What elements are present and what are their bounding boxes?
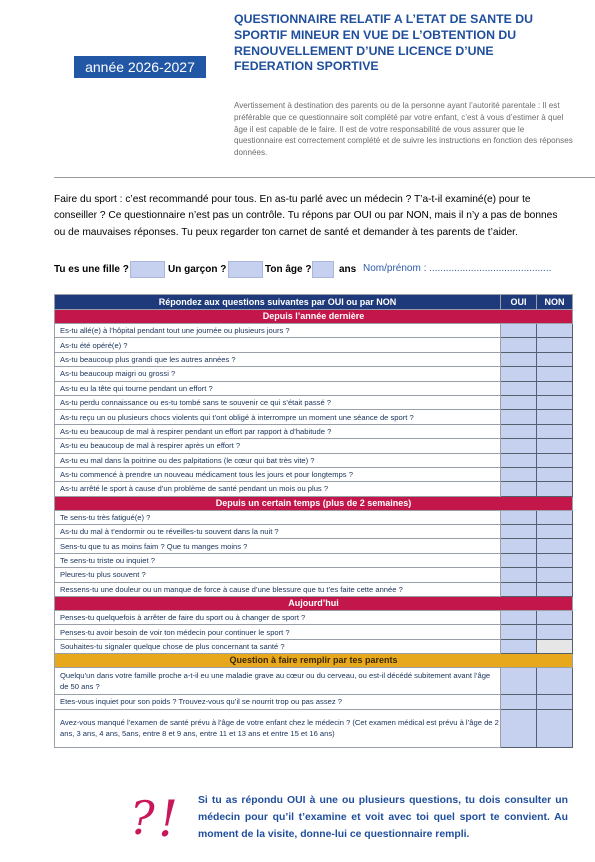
question-text: Es-tu allé(e) à l’hôpital pendant tout une journée ou plusieurs jours ? xyxy=(55,324,501,338)
question-text: As-tu eu beaucoup de mal à respirer après un effort ? xyxy=(55,439,501,453)
year-badge: année 2026-2027 xyxy=(74,56,206,78)
question-row xyxy=(55,611,573,625)
answer-yes-cell[interactable] xyxy=(501,695,537,709)
answer-yes-cell[interactable] xyxy=(501,709,537,747)
answer-yes-cell[interactable] xyxy=(501,338,537,352)
answer-no-cell[interactable] xyxy=(537,453,573,467)
answer-no-cell[interactable] xyxy=(537,639,573,653)
answer-yes-cell[interactable] xyxy=(501,611,537,625)
svg-text:!: ! xyxy=(158,790,179,840)
question-text: Ressens-tu une douleur ou un manque de force à cause d’une blessure que tu t’es faite cette année ? xyxy=(55,582,501,596)
question-text: Etes-vous inquiet pour son poids ? Trouvez-vous qu’il se nourrit trop ou pas assez ? xyxy=(55,695,501,709)
answer-yes-cell[interactable] xyxy=(501,582,537,596)
divider xyxy=(54,177,595,178)
age-label: Ton âge ? xyxy=(265,264,312,275)
question-row xyxy=(55,668,573,695)
question-row xyxy=(55,539,573,553)
answer-no-cell[interactable] xyxy=(537,625,573,639)
question-text: Te sens-tu très fatigué(e) ? xyxy=(55,510,501,524)
age-field[interactable] xyxy=(312,261,334,278)
answer-no-cell[interactable] xyxy=(537,381,573,395)
answer-yes-cell[interactable] xyxy=(501,668,537,695)
answer-no-cell[interactable] xyxy=(537,410,573,424)
question-text: As-tu commencé à prendre un nouveau médicament tous les jours et pour longtemps ? xyxy=(55,467,501,481)
question-text: As-tu reçu un ou plusieurs chocs violents qui t’ont obligé à interrompre un moment une séance de sport ? xyxy=(55,410,501,424)
svg-text:?: ? xyxy=(130,791,155,840)
answer-no-cell[interactable] xyxy=(537,695,573,709)
question-text: As-tu été opéré(e) ? xyxy=(55,338,501,352)
question-row xyxy=(55,709,573,747)
table-header-row xyxy=(55,295,573,310)
question-text: As-tu du mal à t’endormir ou te réveilles-tu souvent dans la nuit ? xyxy=(55,525,501,539)
answer-yes-cell[interactable] xyxy=(501,467,537,481)
section-title: Depuis un certain temps (plus de 2 semaines) xyxy=(55,496,573,510)
question-row xyxy=(55,381,573,395)
conclusion-text: Si tu as répondu OUI à une ou plusieurs questions, tu dois consulter un médecin pour qu’il t’examine et voit avec toi quel sport te convient. Au moment de la visite, donne-lui ce questionnaire rempli. xyxy=(198,795,568,840)
question-text: Penses-tu avoir besoin de voir ton médecin pour continuer le sport ? xyxy=(55,625,501,639)
questionnaire-table xyxy=(54,294,573,748)
intro-paragraph: Faire du sport : c’est recommandé pour tous. En as-tu parlé avec un médecin ? T’a-t-il examiné(e) pour te conseiller ? Ce questionnaire n’est pas un contrôle. Tu répons par OUI ou par NON, mais il n’y a pas de bonnes ou de mauvaises réponses. Tu peux regarder ton carnet de santé et demander à tes parents de t’aider. xyxy=(54,194,558,238)
question-row xyxy=(55,424,573,438)
boy-label: Un garçon ? xyxy=(168,264,227,275)
answer-no-cell[interactable] xyxy=(537,352,573,366)
answer-yes-cell[interactable] xyxy=(501,639,537,653)
question-row xyxy=(55,467,573,481)
answer-no-cell[interactable] xyxy=(537,439,573,453)
section-header-row xyxy=(55,496,573,510)
age-unit: ans xyxy=(339,264,357,275)
answer-no-cell[interactable] xyxy=(537,424,573,438)
answer-yes-cell[interactable] xyxy=(501,395,537,409)
answer-yes-cell[interactable] xyxy=(501,324,537,338)
girl-checkbox[interactable] xyxy=(130,261,165,278)
question-row xyxy=(55,482,573,496)
question-text: As-tu eu mal dans la poitrine ou des palpitations (le cœur qui bat très vite) ? xyxy=(55,453,501,467)
answer-no-cell[interactable] xyxy=(537,568,573,582)
question-row xyxy=(55,352,573,366)
section-header-row xyxy=(55,597,573,611)
question-text: Te sens-tu triste ou inquiet ? xyxy=(55,553,501,567)
column-yes-header: OUI xyxy=(501,295,537,310)
question-text: As-tu eu beaucoup de mal à respirer pendant un effort par rapport à d’habitude ? xyxy=(55,424,501,438)
answer-no-cell[interactable] xyxy=(537,611,573,625)
section-header-row xyxy=(55,654,573,668)
answer-yes-cell[interactable] xyxy=(501,482,537,496)
answer-no-cell[interactable] xyxy=(537,467,573,481)
question-row xyxy=(55,367,573,381)
answer-no-cell[interactable] xyxy=(537,553,573,567)
answer-yes-cell[interactable] xyxy=(501,568,537,582)
answer-no-cell[interactable] xyxy=(537,482,573,496)
answer-yes-cell[interactable] xyxy=(501,424,537,438)
section-title: Aujourd’hui xyxy=(55,597,573,611)
answer-yes-cell[interactable] xyxy=(501,410,537,424)
answer-yes-cell[interactable] xyxy=(501,439,537,453)
answer-yes-cell[interactable] xyxy=(501,453,537,467)
parent-warning: Avertissement à destination des parents ou de la personne ayant l’autorité parentale : Il est préférable que ce questionnaire soit complété par votre enfant, c’est à vous d’estimer à quel âge il est capable de le faire. Il est de votre responsabilité de vous assurer que le questionnaire est correctement complété et de suivre les instructions en fonction des réponses données. xyxy=(234,101,573,158)
answer-yes-cell[interactable] xyxy=(501,525,537,539)
table-header-instructions: Répondez aux questions suivantes par OUI ou par NON xyxy=(55,295,501,310)
question-row xyxy=(55,568,573,582)
question-text: Sens-tu que tu as moins faim ? Que tu manges moins ? xyxy=(55,539,501,553)
answer-no-cell[interactable] xyxy=(537,367,573,381)
question-row xyxy=(55,582,573,596)
question-text: As-tu beaucoup maigri ou grossi ? xyxy=(55,367,501,381)
answer-no-cell[interactable] xyxy=(537,668,573,695)
answer-no-cell[interactable] xyxy=(537,510,573,524)
question-row xyxy=(55,453,573,467)
page-title: QUESTIONNAIRE RELATIF A L’ETAT DE SANTE DU SPORTIF MINEUR EN VUE DE L’OBTENTION DU RENOUVELLEMENT D’UNE LICENCE D’UNE FEDERATION SPORTIVE xyxy=(234,12,533,74)
question-text: As-tu beaucoup plus grandi que les autres années ? xyxy=(55,352,501,366)
question-row xyxy=(55,338,573,352)
question-row xyxy=(55,510,573,524)
name-field[interactable]: Nom/prénom : ............................................ xyxy=(363,263,552,274)
section-title: Depuis l’année dernière xyxy=(55,310,573,324)
question-text: Penses-tu quelquefois à arrêter de faire du sport ou à changer de sport ? xyxy=(55,611,501,625)
question-text: Pleures-tu plus souvent ? xyxy=(55,568,501,582)
answer-yes-cell[interactable] xyxy=(501,510,537,524)
answer-no-cell[interactable] xyxy=(537,395,573,409)
question-text: Avez-vous manqué l’examen de santé prévu à l’âge de votre enfant chez le médecin ? (Cet examen médical est prévu à l’âge de 2 ans, 3 ans, 4 ans, 5ans, entre 8 et 9 ans, entre 11 et 13 ans et entre 15 et 16 ans) xyxy=(55,709,501,747)
answer-yes-cell[interactable] xyxy=(501,367,537,381)
question-row xyxy=(55,439,573,453)
question-row xyxy=(55,525,573,539)
boy-checkbox[interactable] xyxy=(228,261,263,278)
section-header-row xyxy=(55,310,573,324)
answer-yes-cell[interactable] xyxy=(501,539,537,553)
section-title: Question à faire remplir par tes parents xyxy=(55,654,573,668)
question-row xyxy=(55,324,573,338)
question-text: As-tu eu la tête qui tourne pendant un effort ? xyxy=(55,381,501,395)
question-text: Quelqu’un dans votre famille proche a-t-il eu une maladie grave au cœur ou du cerveau, ou est-il décédé subitement avant l’âge de 50 ans ? xyxy=(55,668,501,695)
answer-no-cell[interactable] xyxy=(537,525,573,539)
question-text: As-tu arrêté le sport à cause d’un problème de santé pendant un mois ou plus ? xyxy=(55,482,501,496)
question-row xyxy=(55,625,573,639)
girl-label: Tu es une fille ? xyxy=(54,264,129,275)
answer-no-cell[interactable] xyxy=(537,582,573,596)
answer-yes-cell[interactable] xyxy=(501,553,537,567)
column-no-header: NON xyxy=(537,295,573,310)
answer-no-cell[interactable] xyxy=(537,324,573,338)
answer-no-cell[interactable] xyxy=(537,338,573,352)
question-exclamation-icon xyxy=(128,788,184,840)
question-row xyxy=(55,410,573,424)
question-row xyxy=(55,553,573,567)
question-row xyxy=(55,395,573,409)
answer-yes-cell[interactable] xyxy=(501,625,537,639)
question-text: Souhaites-tu signaler quelque chose de plus concernant ta santé ? xyxy=(55,639,501,653)
question-row xyxy=(55,639,573,653)
question-row xyxy=(55,695,573,709)
answer-no-cell[interactable] xyxy=(537,709,573,747)
answer-yes-cell[interactable] xyxy=(501,381,537,395)
answer-yes-cell[interactable] xyxy=(501,352,537,366)
answer-no-cell[interactable] xyxy=(537,539,573,553)
question-text: As-tu perdu connaissance ou es-tu tombé sans te souvenir ce qui s’était passé ? xyxy=(55,395,501,409)
